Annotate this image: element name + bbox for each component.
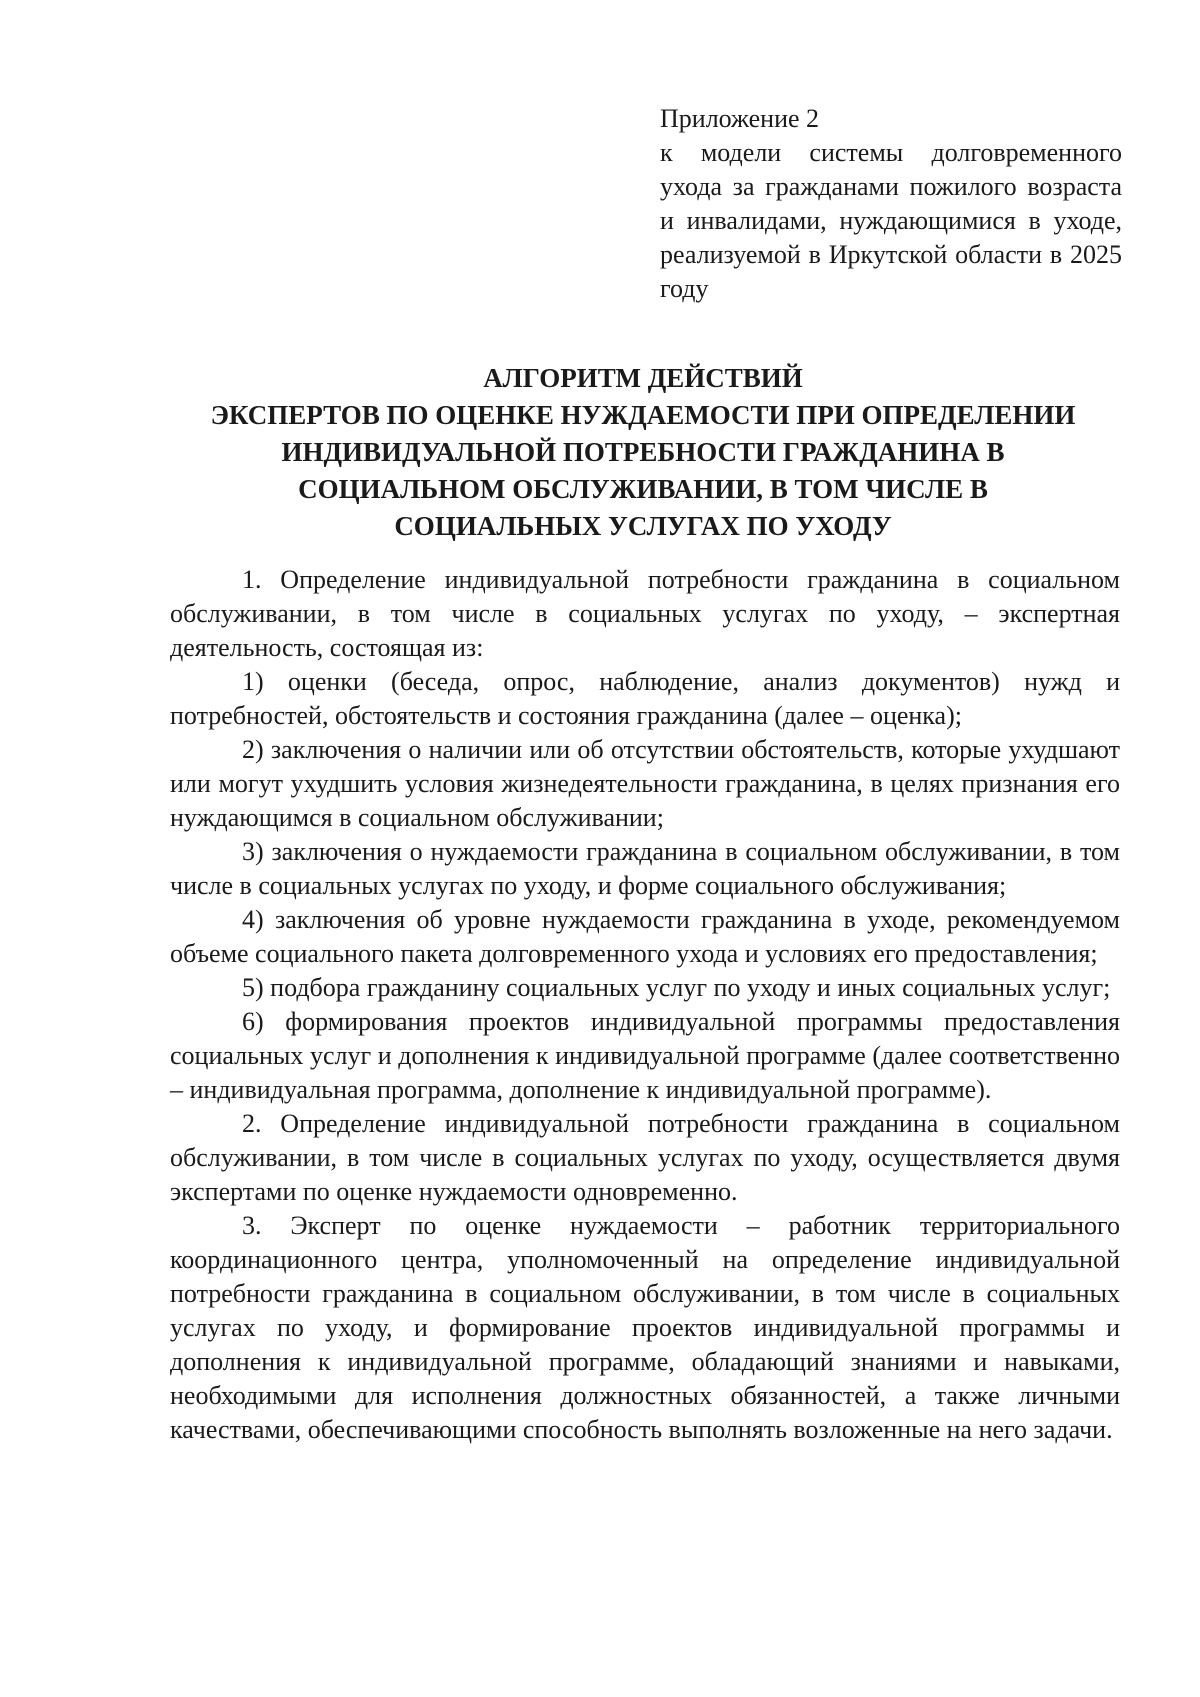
paragraph-1: 1. Определение индивидуальной потребности гражданина в социальном обслуживании, в том числе в социальных услугах по уходу, – экспертная деятельность, состоящая из: [170, 565, 1120, 662]
list-item-4: 4) заключения об уровне нуждаемости гражданина в уходе, рекомендуемом объеме социального пакета долговременного ухода и условиях его предоставления; [170, 905, 1120, 968]
list-item-5: 5) подбора гражданину социальных услуг по уходу и иных социальных услуг; [242, 973, 1111, 1002]
list-item-1: 1) оценки (беседа, опрос, наблюдение, анализ документов) нужд и потребностей, обстоятельств и состояния гражданина (далее – оценка); [170, 667, 1120, 730]
paragraph-2: 2. Определение индивидуальной потребности гражданина в социальном обслуживании, в том числе в социальных услугах по уходу, осуществляется двумя экспертами по оценке нуждаемости одновременно. [170, 1109, 1120, 1206]
title-line: ИНДИВИДУАЛЬНОЙ ПОТРЕБНОСТИ ГРАЖДАНИНА В [281, 437, 1005, 467]
title-line: АЛГОРИТМ ДЕЙСТВИЙ [483, 363, 803, 393]
title-line: СОЦИАЛЬНОМ ОБСЛУЖИВАНИИ, В ТОМ ЧИСЛЕ В [298, 474, 988, 504]
document-title [150, 360, 1136, 545]
appendix-number: Приложение 2 [660, 104, 820, 133]
document-body [170, 563, 1120, 1447]
list-item-2: 2) заключения о наличии или об отсутствии обстоятельств, которые ухудшают или могут ухудшить условия жизнедеятельности гражданина, в целях признания его нуждающимся в социальном обслуживании; [170, 735, 1120, 832]
list-item-3: 3) заключения о нуждаемости гражданина в социальном обслуживании, в том числе в социальных услугах по уходу, и форме социального обслуживания; [170, 837, 1120, 900]
appendix-header [660, 102, 1122, 306]
title-line: ЭКСПЕРТОВ ПО ОЦЕНКЕ НУЖДАЕМОСТИ ПРИ ОПРЕДЕЛЕНИИ [210, 400, 1076, 430]
list-item-6: 6) формирования проектов индивидуальной программы предоставления социальных услуг и дополнения к индивидуальной программе (далее соответственно – индивидуальная программа, дополнение к индивидуальной программе). [170, 1007, 1120, 1104]
paragraph-3: 3. Эксперт по оценке нуждаемости – работник территориального координационного центра, уполномоченный на определение индивидуальной потребности гражданина в социальном обслуживании, в том числе в социальных услугах по уходу, и формирование проектов индивидуальной программы и дополнения к индивидуальной программе, обладающий знаниями и навыками, необходимыми для исполнения должностных обязанностей, а также личными качествами, обеспечивающими способность выполнять возложенные на него задачи. [170, 1211, 1120, 1444]
title-line: СОЦИАЛЬНЫХ УСЛУГАХ ПО УХОДУ [394, 511, 892, 541]
appendix-reference: к модели системы долговременного ухода за гражданами пожилого возраста и инвалидами, нуждающимися в уходе, реализуемой в Иркутской области в 2025 году [660, 138, 1122, 303]
